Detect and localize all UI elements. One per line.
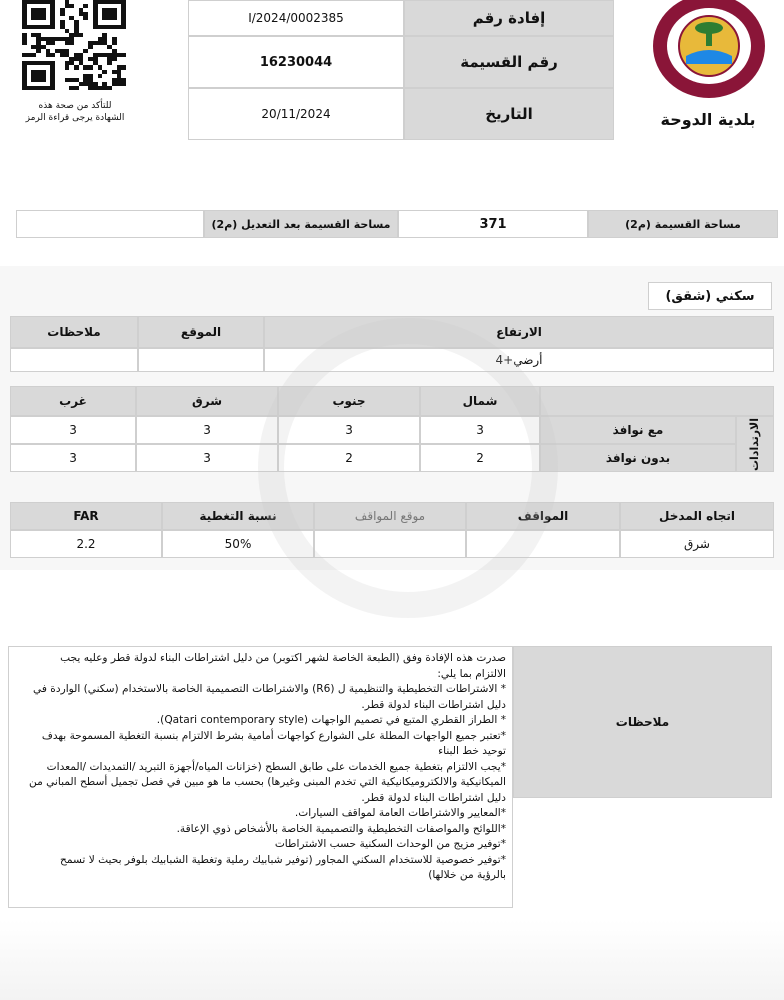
adjusted-area-value [16, 210, 204, 238]
setback-west-header: غرب [10, 386, 136, 416]
remarks-text-box [8, 646, 513, 908]
qr-module [50, 41, 55, 45]
qr-module [50, 53, 55, 57]
qr-module [74, 65, 79, 69]
qr-finder [31, 70, 45, 82]
date-label: التاريخ [404, 88, 614, 140]
qr-module [121, 82, 126, 86]
remark-line: بالرؤية من خلالها) [428, 869, 506, 881]
setback-north-header: شمال [420, 386, 540, 416]
setback-east-header: شرق [136, 386, 278, 416]
qr-module [112, 57, 117, 61]
plot-area-label: مساحة القسيمة (م2) [588, 210, 778, 238]
qr-caption: للتأكد من صحة هذه الشهادة يرجى قراءة الرمز [25, 101, 125, 123]
remark-line: *تعتبر جميع الواجهات المطلة على الشوارع كواجهات أمامية بشرط الالتزام بنسبة التغطية المسموحة بهدف [41, 729, 506, 742]
remark-line: الميكانيكية والالكتروميكانيكية التي تخدم المبنى وغيرها) بحسب ما هو مبين في فصل تجميل أسطح المباني من [29, 776, 506, 788]
setback-with-windows-north: 3 [420, 416, 540, 444]
setback-no-windows-west: 3 [10, 444, 136, 472]
municipality-name: بلدية الدوحة [660, 110, 756, 129]
qr-module [121, 53, 126, 57]
qr-module [107, 61, 112, 65]
setback-no-windows-label: بدون نوافذ [540, 444, 736, 472]
remark-line: توحيد خط البناء [438, 745, 506, 757]
usage-notes-header: ملاحظات [10, 316, 138, 348]
qr-module [65, 65, 70, 69]
qr-module [31, 53, 36, 57]
remark-line: دليل اشتراطات البناء لدولة قطر. [361, 698, 506, 711]
plot-area-value: 371 [398, 210, 588, 238]
far-value: 2.2 [10, 530, 162, 558]
remarks-label: ملاحظات [513, 646, 772, 798]
doha-municipality-logo [650, 0, 768, 106]
parking-location-value [314, 530, 466, 558]
setbacks-section-label: الارتدادات [736, 416, 774, 472]
setback-south-header: جنوب [278, 386, 420, 416]
qr-module [83, 4, 88, 8]
permit-number-label: إفادة رقم [404, 0, 614, 36]
parking-location-header: موقع المواقف [314, 502, 466, 530]
remark-line: *توفير خصوصية للاستخدام السكني المجاور (توفير شبابيك رملية وتغطية الشبابيك بلوفر بحيث لا تسمح [60, 853, 506, 866]
qr-module [22, 41, 27, 45]
qr-module [107, 86, 112, 90]
plot-number-label: رقم القسيمة [404, 36, 614, 88]
qr-module [36, 49, 41, 53]
qr-code [22, 0, 126, 90]
setback-with-windows-south: 3 [278, 416, 420, 444]
qr-module [74, 86, 79, 90]
setback-with-windows-east: 3 [136, 416, 278, 444]
qr-finder [31, 8, 45, 20]
usage-height-header: الارتفاع [264, 316, 774, 348]
permit-number-value: I/2024/0002385 [188, 0, 404, 36]
qr-module [83, 16, 88, 20]
setback-no-windows-north: 2 [420, 444, 540, 472]
remark-line: صدرت هذه الإفادة وفق (الطبعة الخاصة لشهر اكتوبر) من دليل اشتراطات البناء لدولة قطر وعليه يجب [60, 652, 506, 664]
page-footer-fade [0, 920, 784, 1000]
setback-with-windows-label: مع نوافذ [540, 416, 736, 444]
remark-line: دليل اشتراطات البناء لدولة قطر. [361, 791, 506, 804]
adjusted-area-label: مساحة القسيمة بعد التعديل (م2) [204, 210, 398, 238]
qr-module [60, 12, 65, 16]
entrance-direction-value: شرق [620, 530, 774, 558]
qr-finder [102, 8, 116, 20]
setback-with-windows-west: 3 [10, 416, 136, 444]
plot-number-value: 16230044 [188, 36, 404, 88]
usage-height-value: أرضي+4 [264, 348, 774, 372]
remark-line: *يجب الالتزام بتغطية جميع الخدمات على طابق السطح (خزانات المياه/أجهزة التبريد /التمديدات /المعدات [46, 760, 506, 773]
qr-module [102, 70, 107, 74]
remark-line: * الاشتراطات التخطيطية والتنظيمية ل (R6) والاشتراطات التصميمية الخاصة بالاستخدام (سكني) الواردة في [33, 683, 506, 695]
qr-module [69, 41, 74, 45]
usage-location-value [138, 348, 264, 372]
coverage-value: 50% [162, 530, 314, 558]
setback-no-windows-south: 2 [278, 444, 420, 472]
setback-corner-header [540, 386, 774, 416]
entrance-direction-header: اتجاه المدخل [620, 502, 774, 530]
remark-line: الالتزام بما يلي: [437, 667, 506, 680]
qr-module [112, 41, 117, 45]
coverage-header: نسبة التغطية [162, 502, 314, 530]
remark-line: *توفير مزيج من الوحدات السكنية حسب الاشتراطات [274, 838, 506, 850]
qr-module [79, 33, 84, 37]
qr-module [83, 49, 88, 53]
parking-header: المواقف [466, 502, 620, 530]
usage-location-header: الموقع [138, 316, 264, 348]
remark-line: *اللوائح والمواصفات التخطيطية والتصميمية الخاصة بالأشخاص ذوي الإعاقة. [176, 822, 506, 835]
date-value: 20/11/2024 [188, 88, 404, 140]
far-header: FAR [10, 502, 162, 530]
remark-line: * الطراز القطري المتبع في تصميم الواجهات (Qatari contemporary style). [156, 714, 506, 726]
setback-no-windows-east: 3 [136, 444, 278, 472]
qr-module [98, 74, 103, 78]
qr-module [88, 65, 93, 69]
qr-module [69, 4, 74, 8]
qr-module [88, 45, 93, 49]
qr-module [121, 65, 126, 69]
usage-notes-value [10, 348, 138, 372]
remark-line: *المعايير والاشتراطات العامة لمواقف السيارات. [294, 807, 506, 819]
zone-value: سكني (شقق) [648, 282, 772, 310]
parking-value [466, 530, 620, 558]
